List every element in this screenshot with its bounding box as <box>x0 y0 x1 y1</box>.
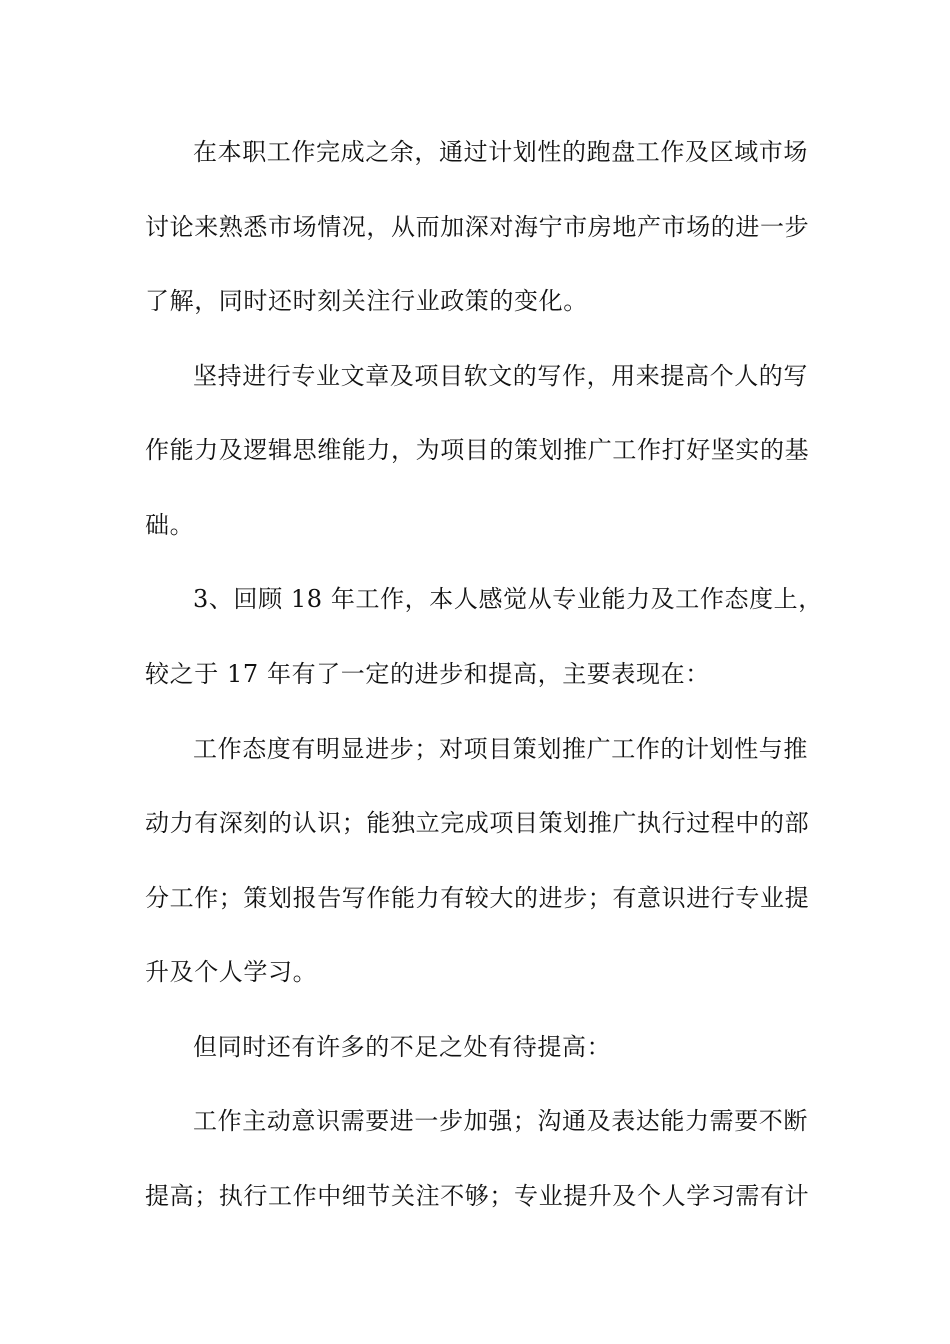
paragraph-1-line-2: 讨论来熟悉市场情况，从而加深对海宁市房地产市场的进一步 <box>145 213 810 241</box>
paragraph-3-line-1: 3、回顾 18 年工作，本人感觉从专业能力及工作态度上， <box>193 585 823 613</box>
paragraph-5-line-1: 但同时还有许多的不足之处有待提高： <box>193 1033 612 1061</box>
paragraph-1-line-3: 了解，同时还时刻关注行业政策的变化。 <box>145 287 588 315</box>
paragraph-6-line-2: 提高；执行工作中细节关注不够；专业提升及个人学习需有计 <box>145 1182 810 1210</box>
paragraph-2-line-2: 作能力及逻辑思维能力，为项目的策划推广工作打好坚实的基 <box>145 436 810 464</box>
paragraph-4-line-4: 升及个人学习。 <box>145 958 318 986</box>
paragraph-4-line-3: 分工作；策划报告写作能力有较大的进步；有意识进行专业提 <box>145 884 810 912</box>
paragraph-4-line-1: 工作态度有明显进步；对项目策划推广工作的计划性与推 <box>193 735 808 763</box>
paragraph-2-line-3: 础。 <box>145 511 195 539</box>
paragraph-4-line-2: 动力有深刻的认识；能独立完成项目策划推广执行过程中的部 <box>145 809 810 837</box>
paragraph-6-line-1: 工作主动意识需要进一步加强；沟通及表达能力需要不断 <box>193 1107 808 1135</box>
paragraph-1-line-1: 在本职工作完成之余，通过计划性的跑盘工作及区域市场 <box>193 138 808 166</box>
paragraph-2-line-1: 坚持进行专业文章及项目软文的写作，用来提高个人的写 <box>193 362 808 390</box>
paragraph-3-line-2: 较之于 17 年有了一定的进步和提高，主要表现在： <box>145 660 710 688</box>
